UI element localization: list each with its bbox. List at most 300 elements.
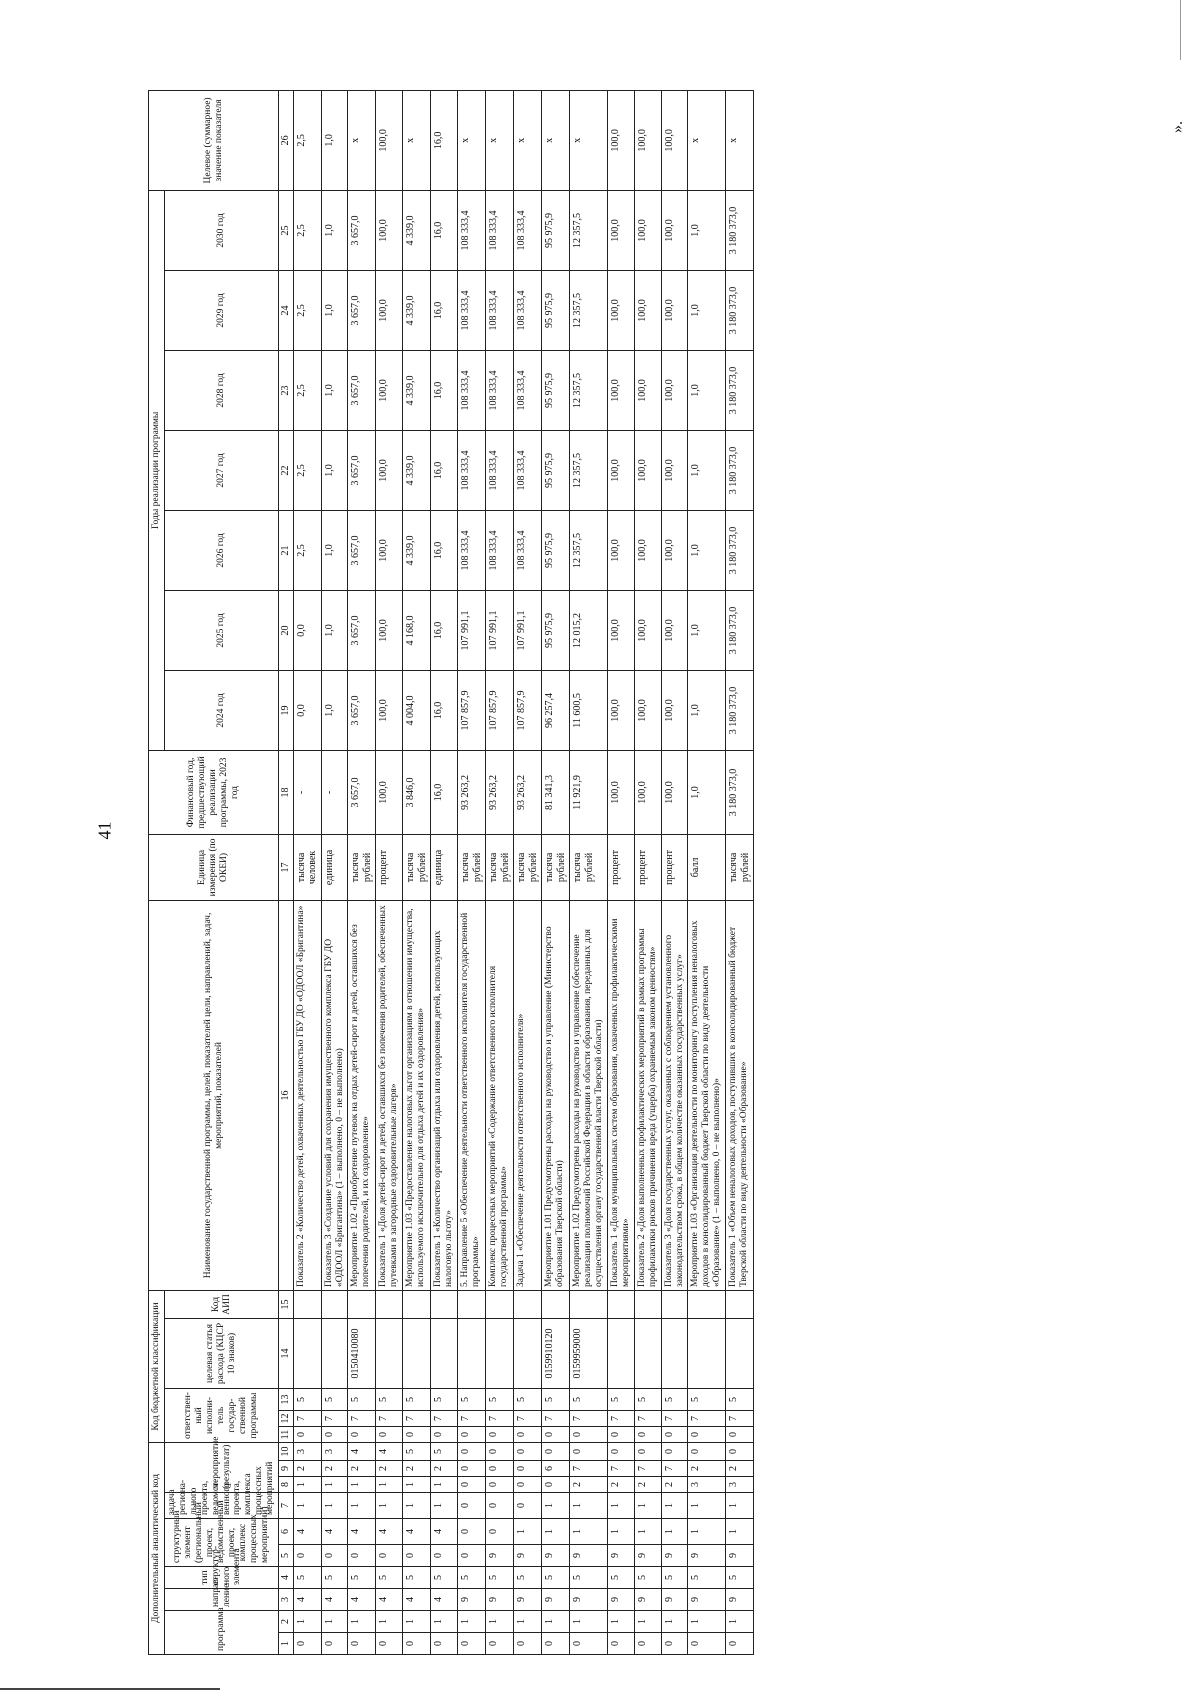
- header-2024: 2024 год: [164, 670, 278, 750]
- column-number: 23: [279, 350, 294, 430]
- total-cell: х: [726, 90, 754, 190]
- code-cell: 1: [661, 1493, 688, 1519]
- code-cell: 1: [376, 1493, 403, 1519]
- code-cell: 2: [570, 1477, 608, 1493]
- kcsr-cell: 0150410080: [348, 1319, 376, 1389]
- aip-cell: [634, 1290, 661, 1318]
- total-cell: 2,5: [293, 90, 321, 190]
- header-struct: структурный элемент (региональный проект, ведомственный проект, комплекс процессных мероприятий): [164, 1519, 278, 1567]
- code-cell: 1: [403, 1477, 431, 1493]
- code-cell: 1: [293, 1477, 321, 1493]
- value-cell: 0,0: [293, 670, 321, 750]
- code-cell: 0: [661, 1427, 688, 1443]
- code-cell: 7: [688, 1411, 726, 1427]
- code-cell: 5: [431, 1567, 458, 1589]
- code-cell: 2: [293, 1461, 321, 1477]
- unit-cell: единица: [431, 834, 458, 900]
- value-cell: 3 657,0: [348, 190, 376, 270]
- value-cell: 100,0: [634, 670, 661, 750]
- code-cell: 6: [542, 1461, 570, 1477]
- code-cell: 1: [321, 1493, 348, 1519]
- code-cell: 1: [293, 1493, 321, 1519]
- unit-cell: процент: [376, 834, 403, 900]
- code-cell: 9: [570, 1545, 608, 1567]
- code-cell: 1: [376, 1611, 403, 1633]
- code-cell: 5: [634, 1389, 661, 1411]
- code-cell: 7: [458, 1411, 486, 1427]
- value-cell: 1,0: [688, 670, 726, 750]
- total-cell: х: [514, 90, 542, 190]
- code-cell: 0: [542, 1477, 570, 1493]
- column-number: 17: [279, 834, 294, 900]
- value-cell: 107 857,9: [486, 670, 514, 750]
- value-cell: 4 339,0: [403, 430, 431, 510]
- code-cell: 5: [348, 1567, 376, 1589]
- column-number: 9: [279, 1461, 294, 1477]
- value-cell: 100,0: [607, 350, 634, 430]
- code-cell: 0: [486, 1443, 514, 1461]
- table-row: [321, 90, 348, 1654]
- table-row: [403, 90, 431, 1654]
- value-2023-cell: 93 263,2: [486, 750, 514, 834]
- value-cell: 3 180 373,0: [726, 590, 754, 670]
- column-number: 1: [279, 1633, 294, 1655]
- code-cell: 0: [403, 1427, 431, 1443]
- value-2023-cell: 3 846,0: [403, 750, 431, 834]
- value-cell: 16,0: [431, 350, 458, 430]
- code-cell: 4: [348, 1519, 376, 1545]
- code-cell: 0: [458, 1633, 486, 1655]
- unit-cell: процент: [661, 834, 688, 900]
- code-cell: 5: [688, 1389, 726, 1411]
- value-cell: 100,0: [661, 590, 688, 670]
- code-cell: 7: [634, 1461, 661, 1477]
- value-2023-cell: 100,0: [607, 750, 634, 834]
- value-cell: 107 857,9: [458, 670, 486, 750]
- value-2023-cell: 100,0: [376, 750, 403, 834]
- code-cell: 0: [403, 1545, 431, 1567]
- total-cell: х: [403, 90, 431, 190]
- kcsr-cell: [458, 1319, 486, 1389]
- value-cell: 12 357,5: [570, 430, 608, 510]
- code-cell: 0: [607, 1443, 634, 1461]
- aip-cell: [293, 1290, 321, 1318]
- value-2023-cell: 16,0: [431, 750, 458, 834]
- code-cell: 1: [688, 1611, 726, 1633]
- item-name-cell: Задача 1 «Обеспечение деятельности ответственного исполнителя»: [514, 900, 542, 1290]
- code-cell: 9: [634, 1545, 661, 1567]
- code-cell: 1: [348, 1493, 376, 1519]
- table-row: [661, 90, 688, 1654]
- header-years: Годы реализации программы: [149, 190, 165, 750]
- code-cell: 7: [607, 1461, 634, 1477]
- code-cell: 1: [431, 1477, 458, 1493]
- aip-cell: [542, 1290, 570, 1318]
- closing-quote-mark: ».: [1169, 121, 1186, 133]
- code-cell: 0: [514, 1427, 542, 1443]
- value-cell: 107 991,1: [514, 590, 542, 670]
- code-cell: 5: [458, 1567, 486, 1589]
- code-cell: 0: [634, 1443, 661, 1461]
- code-cell: 7: [726, 1411, 754, 1427]
- item-name-cell: Мероприятие 1.02 Предусмотрены расходы на руководство и управление (обеспечение реализации полномочий Российской Федерации в области образования, переданных для осуществления органу государственной власти Тверской области): [570, 900, 608, 1290]
- code-cell: 0: [458, 1519, 486, 1545]
- code-cell: 5: [403, 1389, 431, 1411]
- table-row: [458, 90, 486, 1654]
- table-row: [431, 90, 458, 1654]
- aip-cell: [514, 1290, 542, 1318]
- code-cell: 1: [688, 1493, 726, 1519]
- value-2023-cell: 3 180 373,0: [726, 750, 754, 834]
- code-cell: 1: [634, 1519, 661, 1545]
- scan-edge-mark: [1180, 0, 1181, 60]
- header-2028: 2028 год: [164, 350, 278, 430]
- code-cell: 5: [542, 1389, 570, 1411]
- code-cell: 9: [542, 1589, 570, 1611]
- header-unit: Единица измерения (по ОКЕИ): [149, 834, 279, 900]
- column-number: 25: [279, 190, 294, 270]
- header-zadacha: задача региона-льного проекта, ведомст-венного проекта, комплекса процессных мероприятий: [164, 1493, 278, 1519]
- kcsr-cell: [688, 1319, 726, 1389]
- code-cell: 1: [514, 1519, 542, 1545]
- code-cell: 5: [458, 1389, 486, 1411]
- code-cell: 0: [570, 1633, 608, 1655]
- value-cell: 16,0: [431, 270, 458, 350]
- code-cell: 5: [403, 1567, 431, 1589]
- aip-cell: [570, 1290, 608, 1318]
- code-cell: 1: [403, 1493, 431, 1519]
- value-cell: 4 339,0: [403, 350, 431, 430]
- kcsr-cell: [514, 1319, 542, 1389]
- value-2023-cell: 11 921,9: [570, 750, 608, 834]
- column-number: 6: [279, 1519, 294, 1545]
- code-cell: 4: [403, 1589, 431, 1611]
- code-cell: 7: [431, 1411, 458, 1427]
- code-cell: 1: [542, 1493, 570, 1519]
- total-cell: 100,0: [376, 90, 403, 190]
- code-cell: 2: [431, 1461, 458, 1477]
- value-cell: 11 600,5: [570, 670, 608, 750]
- value-cell: 100,0: [661, 190, 688, 270]
- value-cell: 3 657,0: [348, 590, 376, 670]
- value-cell: 100,0: [607, 510, 634, 590]
- header-fin-year: Финансовый год, предшествующий реализации программы, 2023 год: [149, 750, 279, 834]
- code-cell: 1: [570, 1493, 608, 1519]
- code-cell: 5: [293, 1389, 321, 1411]
- column-number: 20: [279, 590, 294, 670]
- code-cell: 7: [570, 1461, 608, 1477]
- table-row: [634, 90, 661, 1654]
- code-cell: 7: [486, 1411, 514, 1427]
- code-cell: 7: [661, 1461, 688, 1477]
- code-cell: 3: [321, 1443, 348, 1461]
- header-napravlenie: направ-ление: [164, 1589, 278, 1611]
- table-row: [542, 90, 570, 1654]
- code-cell: 0: [376, 1545, 403, 1567]
- code-cell: 2: [376, 1461, 403, 1477]
- code-cell: 2: [634, 1477, 661, 1493]
- code-cell: 5: [634, 1567, 661, 1589]
- unit-cell: тысяча рублей: [514, 834, 542, 900]
- aip-cell: [376, 1290, 403, 1318]
- value-cell: 100,0: [376, 670, 403, 750]
- code-cell: 0: [486, 1519, 514, 1545]
- value-cell: 100,0: [661, 350, 688, 430]
- value-cell: 1,0: [321, 670, 348, 750]
- value-cell: 3 657,0: [348, 270, 376, 350]
- code-cell: 1: [376, 1477, 403, 1493]
- code-cell: 0: [376, 1633, 403, 1655]
- value-cell: 3 180 373,0: [726, 430, 754, 510]
- code-cell: 7: [661, 1411, 688, 1427]
- value-cell: 108 333,4: [458, 270, 486, 350]
- code-cell: 2: [348, 1461, 376, 1477]
- value-cell: 100,0: [634, 430, 661, 510]
- value-cell: 95 975,9: [542, 510, 570, 590]
- header-2029: 2029 год: [164, 270, 278, 350]
- total-cell: х: [458, 90, 486, 190]
- value-cell: 3 180 373,0: [726, 350, 754, 430]
- code-cell: 9: [542, 1545, 570, 1567]
- code-cell: 1: [486, 1611, 514, 1633]
- kcsr-cell: 0159910120: [542, 1319, 570, 1389]
- code-cell: 1: [634, 1493, 661, 1519]
- value-2023-cell: 1,0: [688, 750, 726, 834]
- value-cell: 16,0: [431, 430, 458, 510]
- total-cell: х: [570, 90, 608, 190]
- value-cell: 108 333,4: [486, 350, 514, 430]
- value-cell: 4 339,0: [403, 270, 431, 350]
- column-number: 10: [279, 1443, 294, 1461]
- scan-edge-line: [0, 1688, 220, 1690]
- table-row: [726, 90, 754, 1654]
- table-row: [688, 90, 726, 1654]
- code-cell: 3: [688, 1477, 726, 1493]
- code-cell: 0: [514, 1461, 542, 1477]
- value-cell: 1,0: [321, 350, 348, 430]
- value-cell: 16,0: [431, 510, 458, 590]
- code-cell: 0: [661, 1633, 688, 1655]
- aip-cell: [661, 1290, 688, 1318]
- header-2026: 2026 год: [164, 510, 278, 590]
- value-cell: 108 333,4: [458, 430, 486, 510]
- value-cell: 108 333,4: [486, 430, 514, 510]
- code-cell: 9: [570, 1589, 608, 1611]
- code-cell: 0: [431, 1633, 458, 1655]
- code-cell: 1: [607, 1493, 634, 1519]
- aip-cell: [431, 1290, 458, 1318]
- value-cell: 16,0: [431, 190, 458, 270]
- value-cell: 108 333,4: [486, 270, 514, 350]
- value-cell: 108 333,4: [514, 350, 542, 430]
- code-cell: 5: [661, 1389, 688, 1411]
- value-cell: 3 657,0: [348, 670, 376, 750]
- header-2030: 2030 год: [164, 190, 278, 270]
- code-cell: 0: [293, 1427, 321, 1443]
- value-cell: 100,0: [661, 270, 688, 350]
- column-number: 11: [279, 1427, 294, 1443]
- value-cell: 107 991,1: [458, 590, 486, 670]
- code-cell: 4: [376, 1443, 403, 1461]
- code-cell: 1: [431, 1493, 458, 1519]
- header-tip: тип структур-ного элемента: [164, 1567, 278, 1589]
- value-cell: 107 991,1: [486, 590, 514, 670]
- value-cell: 1,0: [688, 590, 726, 670]
- code-cell: 0: [321, 1545, 348, 1567]
- code-cell: 4: [321, 1589, 348, 1611]
- unit-cell: тысяча рублей: [348, 834, 376, 900]
- total-cell: 100,0: [607, 90, 634, 190]
- table-row: [348, 90, 376, 1654]
- code-cell: 0: [486, 1477, 514, 1493]
- code-cell: 1: [607, 1519, 634, 1545]
- value-cell: 12 357,5: [570, 270, 608, 350]
- code-cell: 0: [321, 1427, 348, 1443]
- code-cell: 5: [688, 1567, 726, 1589]
- kcsr-cell: [661, 1319, 688, 1389]
- kcsr-cell: [293, 1319, 321, 1389]
- item-name-cell: Комплекс процессных мероприятий «Содержание ответственного исполнителя государственной программы»: [486, 900, 514, 1290]
- code-cell: 9: [726, 1545, 754, 1567]
- code-cell: 0: [514, 1633, 542, 1655]
- value-2023-cell: 93 263,2: [514, 750, 542, 834]
- value-cell: 108 333,4: [486, 510, 514, 590]
- code-cell: 2: [403, 1461, 431, 1477]
- item-name-cell: Показатель 2 «Доля выполненных профилактических мероприятий в рамках программы профилактики рисков причинения вреда (ущерба) охраняемым законом ценностям»: [634, 900, 661, 1290]
- aip-cell: [403, 1290, 431, 1318]
- code-cell: 0: [634, 1427, 661, 1443]
- value-cell: 4 339,0: [403, 190, 431, 270]
- column-number: 3: [279, 1589, 294, 1611]
- code-cell: 4: [431, 1589, 458, 1611]
- code-cell: 0: [293, 1633, 321, 1655]
- code-cell: 2: [661, 1477, 688, 1493]
- code-cell: 4: [376, 1589, 403, 1611]
- code-cell: 0: [726, 1427, 754, 1443]
- code-cell: 0: [514, 1493, 542, 1519]
- value-cell: 100,0: [634, 350, 661, 430]
- code-cell: 0: [514, 1443, 542, 1461]
- value-cell: 108 333,4: [514, 190, 542, 270]
- column-number: 18: [279, 750, 294, 834]
- code-cell: 1: [726, 1611, 754, 1633]
- code-cell: 1: [726, 1519, 754, 1545]
- value-cell: 100,0: [376, 430, 403, 510]
- value-cell: 95 975,9: [542, 190, 570, 270]
- item-name-cell: Показатель 2 «Количество детей, охваченных деятельностью ГБУ ДО «ОДООЛ «Бригантина»: [293, 900, 321, 1290]
- total-cell: 1,0: [321, 90, 348, 190]
- code-cell: 5: [348, 1389, 376, 1411]
- value-cell: 4 004,0: [403, 670, 431, 750]
- unit-cell: тысяча человек: [293, 834, 321, 900]
- code-cell: 0: [458, 1461, 486, 1477]
- code-cell: 1: [293, 1611, 321, 1633]
- code-cell: 9: [726, 1589, 754, 1611]
- value-cell: 95 975,9: [542, 270, 570, 350]
- code-cell: 0: [376, 1427, 403, 1443]
- value-cell: 1,0: [321, 270, 348, 350]
- column-number: 19: [279, 670, 294, 750]
- aip-cell: [726, 1290, 754, 1318]
- total-cell: 100,0: [634, 90, 661, 190]
- code-cell: 1: [570, 1519, 608, 1545]
- code-cell: 0: [458, 1427, 486, 1443]
- code-cell: 0: [348, 1427, 376, 1443]
- code-cell: 2: [726, 1461, 754, 1477]
- value-cell: 1,0: [321, 190, 348, 270]
- value-cell: 2,5: [293, 430, 321, 510]
- code-cell: 3: [293, 1443, 321, 1461]
- header-dop-code: Дополнительный аналитический код: [149, 1443, 165, 1655]
- code-cell: 0: [431, 1545, 458, 1567]
- value-cell: 100,0: [376, 190, 403, 270]
- code-cell: 9: [607, 1545, 634, 1567]
- value-cell: 1,0: [688, 270, 726, 350]
- column-number: 2: [279, 1611, 294, 1633]
- value-cell: 100,0: [607, 670, 634, 750]
- value-cell: 1,0: [321, 590, 348, 670]
- code-cell: 5: [570, 1389, 608, 1411]
- value-cell: 16,0: [431, 590, 458, 670]
- value-cell: 12 357,5: [570, 510, 608, 590]
- table-row: [607, 90, 634, 1654]
- value-cell: 2,5: [293, 510, 321, 590]
- code-cell: 0: [458, 1493, 486, 1519]
- value-cell: 100,0: [607, 430, 634, 510]
- code-cell: 1: [321, 1611, 348, 1633]
- value-cell: 100,0: [607, 190, 634, 270]
- code-cell: 5: [321, 1567, 348, 1589]
- code-cell: 7: [321, 1411, 348, 1427]
- column-number: 12: [279, 1411, 294, 1427]
- value-cell: 95 975,9: [542, 350, 570, 430]
- program-table: [148, 90, 754, 1655]
- code-cell: 1: [661, 1611, 688, 1633]
- code-cell: 1: [348, 1477, 376, 1493]
- unit-cell: тысяча рублей: [570, 834, 608, 900]
- header-total: Целевое (суммарное) значение показателя: [149, 90, 279, 190]
- code-cell: 0: [486, 1493, 514, 1519]
- code-cell: 1: [607, 1611, 634, 1633]
- code-cell: 1: [431, 1611, 458, 1633]
- unit-cell: балл: [688, 834, 726, 900]
- code-cell: 1: [348, 1611, 376, 1633]
- value-cell: 3 180 373,0: [726, 670, 754, 750]
- column-number: 14: [279, 1319, 294, 1389]
- column-number-row: [279, 90, 294, 1654]
- code-cell: 1: [661, 1519, 688, 1545]
- kcsr-cell: [376, 1319, 403, 1389]
- unit-cell: единица: [321, 834, 348, 900]
- value-cell: 1,0: [688, 510, 726, 590]
- value-2023-cell: -: [321, 750, 348, 834]
- value-2023-cell: -: [293, 750, 321, 834]
- column-number: 8: [279, 1477, 294, 1493]
- value-cell: 1,0: [688, 350, 726, 430]
- code-cell: 0: [486, 1461, 514, 1477]
- code-cell: 4: [293, 1519, 321, 1545]
- kcsr-cell: [431, 1319, 458, 1389]
- code-cell: 0: [542, 1633, 570, 1655]
- value-cell: 107 857,9: [514, 670, 542, 750]
- table-body: [293, 90, 754, 1654]
- code-cell: 5: [403, 1443, 431, 1461]
- value-cell: 100,0: [376, 270, 403, 350]
- item-name-cell: Показатель 3 «Доля государственных услуг, оказанных с соблюдением установленного законодательством срока, в общем количестве оказанных государственных услуг»: [661, 900, 688, 1290]
- value-cell: 108 333,4: [514, 430, 542, 510]
- code-cell: 0: [431, 1427, 458, 1443]
- code-cell: 5: [486, 1567, 514, 1589]
